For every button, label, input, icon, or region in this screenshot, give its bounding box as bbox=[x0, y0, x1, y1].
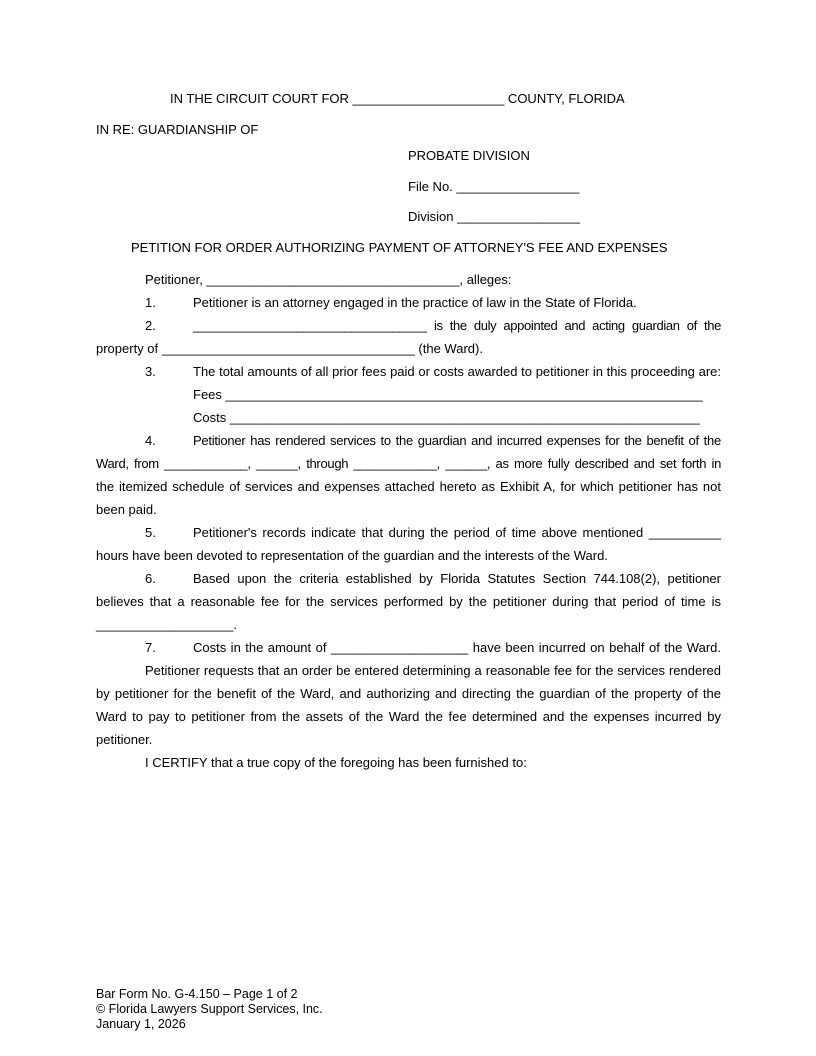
footer-copyright: © Florida Lawyers Support Services, Inc. bbox=[96, 1002, 323, 1016]
item-text-2-line-1: __________________________________ is the duly appointed and acting guardian of the bbox=[193, 318, 721, 333]
request-line-3: Ward to pay to petitioner from the assets of the Ward the fee determined and the expenses incurred by bbox=[96, 709, 721, 724]
costs-line: Costs _________________________________________________________________ bbox=[193, 410, 700, 425]
request-line-2: by petitioner for the benefit of the Ward, and authorizing and directing the guardian of the property of the bbox=[96, 686, 721, 701]
division-name: PROBATE DIVISION bbox=[408, 148, 530, 163]
item-text-4-line-4: been paid. bbox=[96, 502, 157, 517]
item-number-3: 3. bbox=[145, 364, 156, 379]
item-text-5-line-1: Petitioner's records indicate that during the period of time above mentioned __________ bbox=[193, 525, 721, 540]
in-re-line: IN RE: GUARDIANSHIP OF bbox=[96, 122, 259, 137]
item-text-4-line-2: Ward, from ____________, ______, through ____________, ______, as more fully described and set forth in bbox=[96, 456, 721, 471]
intro-line: Petitioner, ___________________________________, alleges: bbox=[145, 272, 512, 287]
fees-line: Fees __________________________________________________________________ bbox=[193, 387, 703, 402]
item-text-4-line-1: Petitioner has rendered services to the guardian and incurred expenses for the benefit of the bbox=[193, 433, 721, 448]
item-number-7: 7. bbox=[145, 640, 156, 655]
certify-line: I CERTIFY that a true copy of the foregoing has been furnished to: bbox=[145, 755, 527, 770]
footer-form-number: Bar Form No. G-4.150 – Page 1 of 2 bbox=[96, 987, 298, 1001]
item-text-4-line-3: the itemized schedule of services and expenses attached hereto as Exhibit A, for which petitioner has not bbox=[96, 479, 721, 494]
item-text-5-line-2: hours have been devoted to representation of the guardian and the interests of the Ward. bbox=[96, 548, 608, 563]
division-no: Division _________________ bbox=[408, 209, 581, 224]
request-line-1: Petitioner requests that an order be entered determining a reasonable fee for the services rendered bbox=[145, 663, 721, 678]
item-text-7: Costs in the amount of ___________________ have been incurred on behalf of the Ward. bbox=[193, 640, 721, 655]
document-page bbox=[96, 0, 721, 1056]
item-number-1: 1. bbox=[145, 295, 156, 310]
item-number-2: 2. bbox=[145, 318, 156, 333]
page-footer bbox=[96, 987, 323, 1032]
item-number-5: 5. bbox=[145, 525, 156, 540]
item-text-6-line-3: ___________________. bbox=[96, 617, 237, 632]
item-number-4: 4. bbox=[145, 433, 156, 448]
footer-date: January 1, 2026 bbox=[96, 1017, 186, 1031]
item-text-6-line-1: Based upon the criteria established by Florida Statutes Section 744.108(2), petitioner bbox=[193, 571, 721, 586]
item-text-6-line-2: believes that a reasonable fee for the services performed by the petitioner during that period of time is bbox=[96, 594, 721, 609]
request-line-4: petitioner. bbox=[96, 732, 153, 747]
item-text-1: Petitioner is an attorney engaged in the practice of law in the State of Florida. bbox=[193, 295, 637, 310]
item-text-2-line-2: property of ___________________________________ (the Ward). bbox=[96, 341, 483, 356]
file-no: File No. _________________ bbox=[408, 179, 580, 194]
court-line: IN THE CIRCUIT COURT FOR _____________________ COUNTY, FLORIDA bbox=[170, 91, 625, 106]
item-number-6: 6. bbox=[145, 571, 156, 586]
item-text-3: The total amounts of all prior fees paid or costs awarded to petitioner in this proceeding are: bbox=[193, 364, 721, 379]
document-title: PETITION FOR ORDER AUTHORIZING PAYMENT OF ATTORNEY'S FEE AND EXPENSES bbox=[131, 240, 668, 255]
